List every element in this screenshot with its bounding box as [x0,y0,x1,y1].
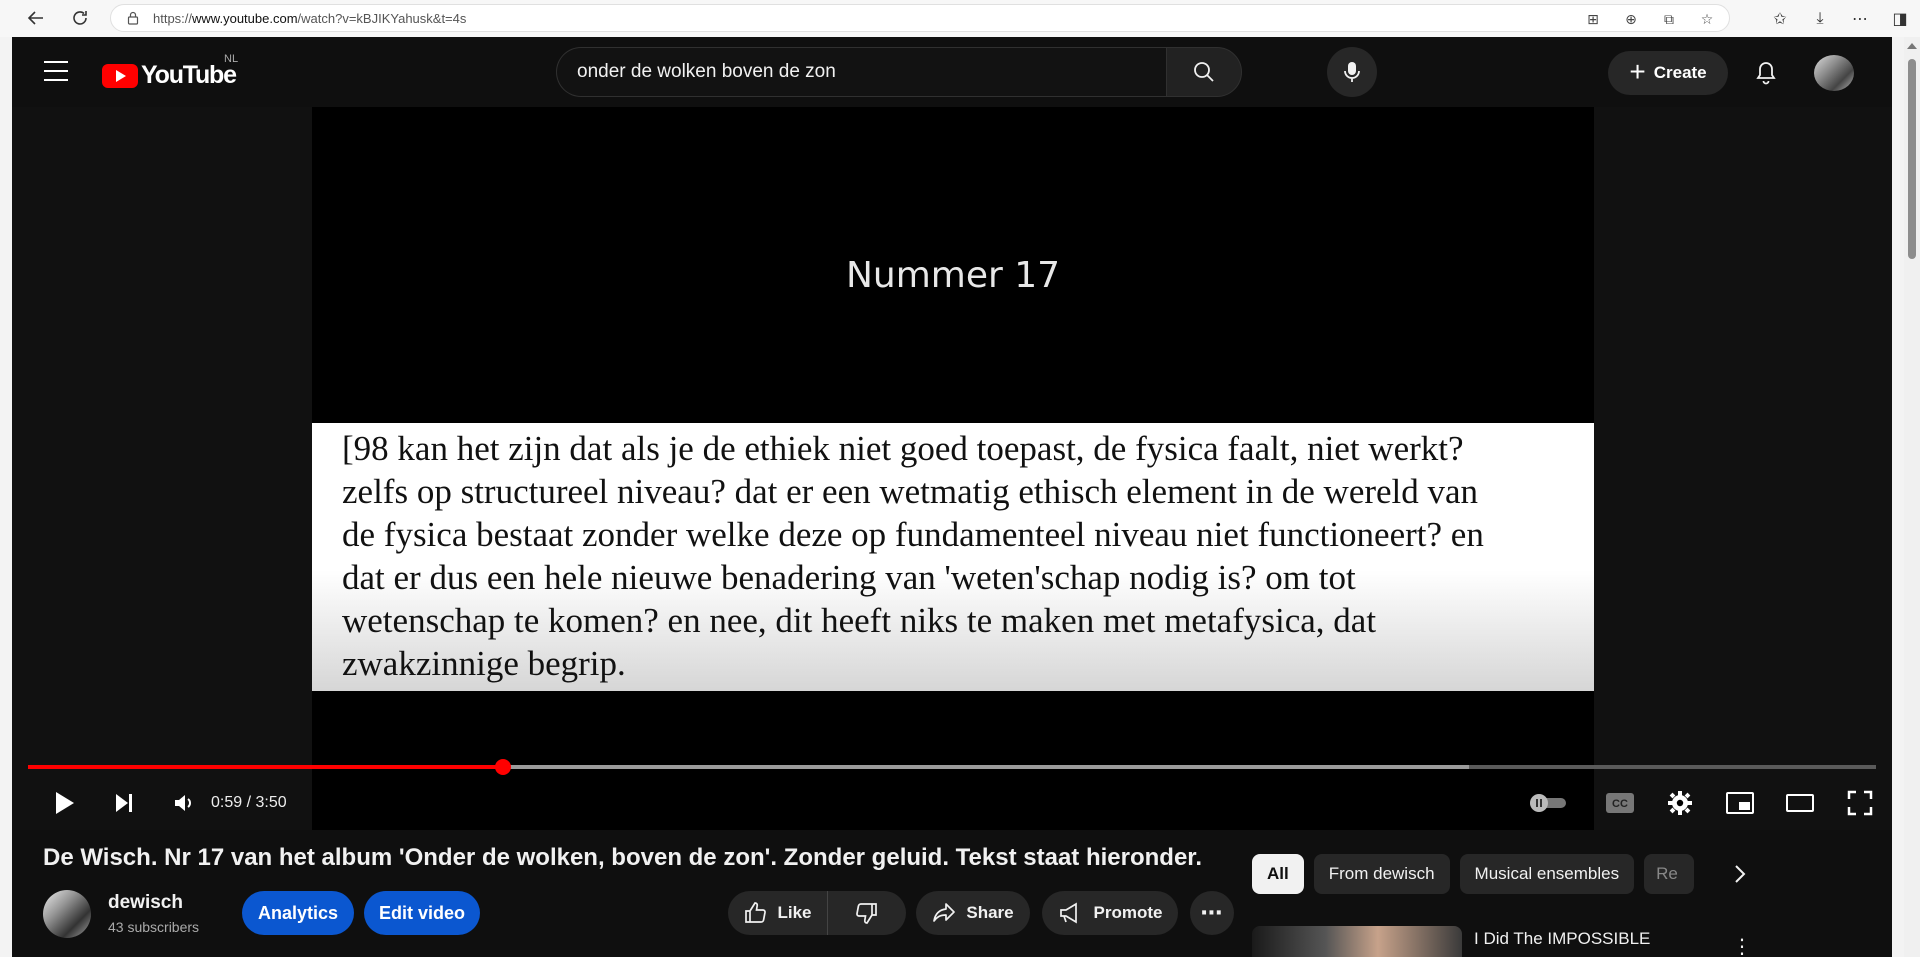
watch-metadata [12,830,1892,957]
thumbs-down-icon [855,901,879,925]
back-button[interactable] [18,0,54,36]
recommendation-menu-icon[interactable]: ⋮ [1732,936,1752,957]
search-bar [556,47,1242,97]
like-label: Like [777,903,812,922]
downloads-icon[interactable]: ⤓ [1816,9,1824,27]
share-label: Share [966,903,1014,922]
search-input[interactable] [556,47,1166,97]
player-ambient-left [12,107,312,830]
youtube-play-icon [102,64,138,88]
chip-from-channel[interactable]: From dewisch [1314,854,1450,894]
reload-icon [71,9,89,27]
microphone-icon [1342,60,1362,84]
region-code: NL [224,53,239,65]
edit-video-button[interactable]: Edit video [364,891,480,935]
page-scrollbar[interactable] [1904,37,1920,957]
reload-button[interactable] [62,0,98,36]
theater-mode-button[interactable] [1776,779,1824,827]
video-player[interactable] [12,107,1892,830]
svg-text:CC: CC [1612,798,1628,810]
masthead [12,37,1892,107]
like-button[interactable] [728,891,828,935]
back-arrow-icon [27,9,45,27]
youtube-logo[interactable] [102,53,239,90]
theater-mode-icon [1786,794,1814,812]
recommendation-chips [1252,854,1694,894]
lyrics-line: zwakzinnige begrip. [342,644,626,683]
fullscreen-button[interactable] [1836,779,1884,827]
chip-partial[interactable]: Re [1644,854,1694,894]
channel-avatar[interactable] [43,890,91,938]
search-icon [1192,60,1216,84]
mute-button[interactable] [160,779,208,827]
lyrics-line: [98 kan het zijn dat als je de ethiek niet goed toepast, de fysica faalt, niet werkt? [342,429,1464,468]
analytics-button[interactable]: Analytics [242,891,354,935]
chips-next-button[interactable] [1724,858,1756,890]
more-actions-button[interactable] [1190,891,1234,935]
player-ambient-right [1592,107,1892,830]
thumbs-up-icon [743,901,767,925]
lyrics-line: wetenschap te komen? en nee, dit heeft niks te maken met metafysica, dat [342,601,1377,640]
subscriber-count: 43 subscribers [108,919,200,935]
scroll-up-arrow-icon[interactable] [1907,43,1917,49]
account-avatar[interactable] [1814,55,1854,91]
create-button[interactable] [1608,51,1728,95]
scrubber-handle[interactable] [495,759,511,775]
promote-button[interactable] [1042,891,1178,935]
gear-icon [1667,790,1693,816]
sidebar-toggle-icon[interactable]: ◨ [1892,10,1908,28]
logo-text: YouTube [141,61,236,89]
video-frame[interactable] [312,107,1594,830]
skip-next-icon [113,792,135,814]
favorites-icon[interactable]: ✩ [1773,10,1787,28]
scrollbar-thumb[interactable] [1908,59,1916,259]
share-button[interactable] [916,891,1030,935]
more-menu-icon[interactable]: ⋯ [1852,10,1868,28]
create-label: Create [1653,63,1707,82]
closed-captions-icon [1605,792,1635,814]
autoplay-toggle[interactable] [1522,779,1574,827]
fullscreen-icon [1847,790,1873,816]
miniplayer-icon [1726,792,1754,814]
time-display: 0:59 / 3:50 [211,794,287,811]
autoplay-toggle-icon [1528,793,1568,813]
next-button[interactable] [100,779,148,827]
play-icon [52,790,76,816]
progress-bar[interactable] [28,765,1876,769]
read-aloud-icon[interactable]: ⧉ [1664,10,1674,27]
lock-icon [125,10,141,26]
player-controls [12,779,1892,827]
plus-icon: + [1629,55,1646,87]
voice-search-button[interactable] [1327,47,1377,97]
lyrics-line: de fysica bestaat zonder welke deze op fundamenteel niveau niet functioneert? en [342,515,1484,554]
more-horizontal-icon: ⋯ [1200,900,1224,925]
recommendation-thumbnail[interactable] [1252,926,1462,957]
youtube-page [12,37,1892,957]
app-available-icon[interactable]: ⊞ [1587,10,1599,27]
search-button[interactable] [1166,47,1242,97]
chip-all[interactable]: All [1252,854,1304,894]
video-title: De Wisch. Nr 17 van het album 'Onder de wolken, boven de zon'. Zonder geluid. Tekst staat hieronder. [43,844,1202,871]
chevron-right-icon [1733,864,1747,884]
chip-musical-ensembles[interactable]: Musical ensembles [1460,854,1635,894]
settings-button[interactable] [1656,779,1704,827]
dislike-button[interactable] [828,891,906,935]
share-icon [932,902,956,924]
lyrics-line: zelfs op structureel niveau? dat er een wetmatig ethisch element in de wereld van [342,472,1479,511]
progress-played [28,765,503,769]
recommendation-title[interactable]: I Did The IMPOSSIBLE [1474,929,1651,948]
video-frame-title: Nummer 17 [845,255,1061,296]
menu-icon[interactable] [44,61,68,81]
promote-label: Promote [1093,903,1163,922]
url-text: https://www.youtube.com/watch?v=kBJIKYahusk&t=4s [153,10,467,26]
megaphone-icon [1058,902,1084,924]
left-edge [0,37,12,957]
bell-icon [1754,60,1778,86]
channel-name[interactable]: dewisch [108,892,183,913]
browser-toolbar [0,0,1920,37]
lyrics-line: dat er dus een hele nieuwe benadering van 'weten'schap nodig is? om tot [342,558,1356,597]
address-bar[interactable] [110,4,1730,32]
notifications-button[interactable] [1748,55,1784,91]
zoom-icon[interactable]: ⊕ [1625,10,1637,27]
lyrics-text-box [312,423,1594,691]
like-dislike-group [728,891,906,935]
subtitles-button[interactable] [1596,779,1644,827]
volume-icon [173,792,195,814]
play-button[interactable] [40,779,88,827]
favorite-star-icon[interactable]: ☆ [1700,10,1714,27]
miniplayer-button[interactable] [1716,779,1764,827]
